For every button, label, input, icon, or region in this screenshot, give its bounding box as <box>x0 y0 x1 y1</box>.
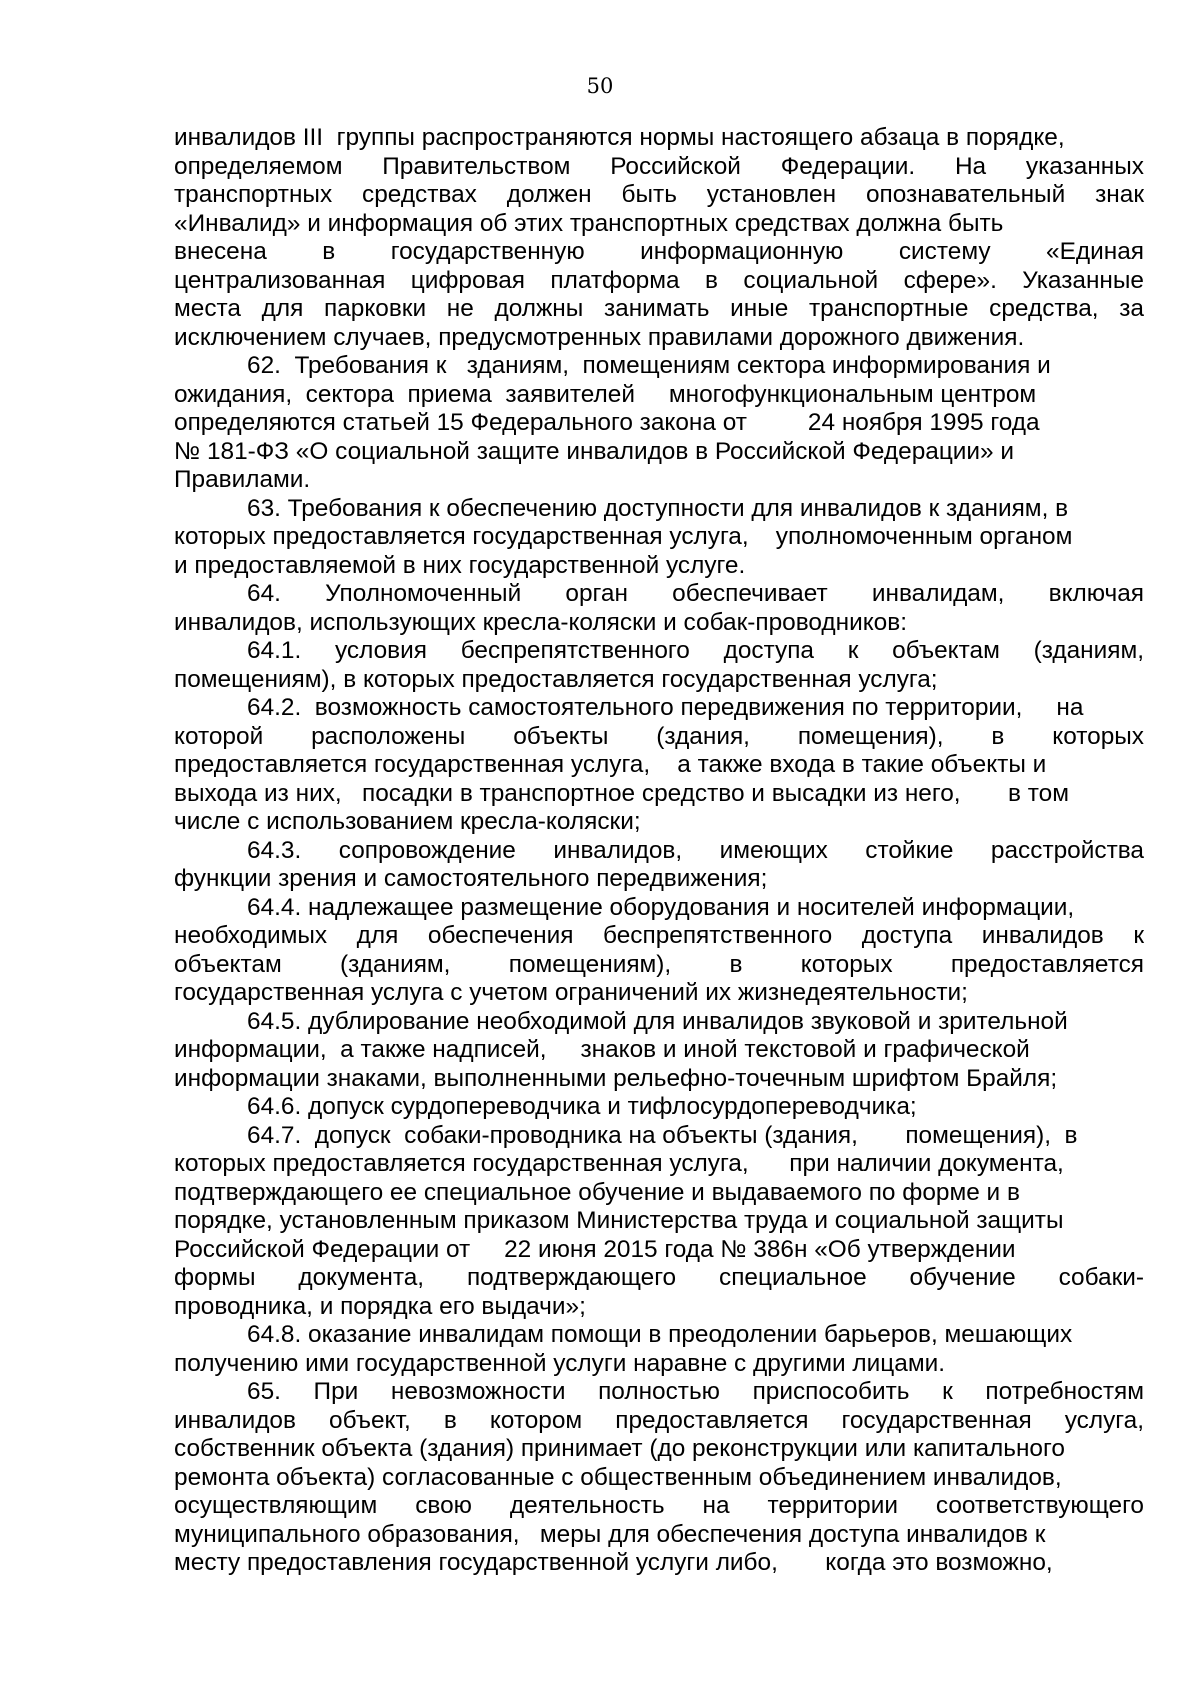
text-line: осуществляющим свою деятельность на территории соответствующего <box>174 1492 1144 1519</box>
text-line: 64.5. дублирование необходимой для инвалидов звуковой и зрительной <box>247 1007 1068 1035</box>
text-line: объектам (зданиям, помещениям), в которых предоставляется <box>174 950 1144 978</box>
text-line: собственник объекта (здания) принимает (до реконструкции или капитального <box>174 1435 1065 1462</box>
text-line: информации знаками, выполненными рельефно-точечным шрифтом Брайля; <box>174 1064 1058 1092</box>
text-line: получению ими государственной услуги наравне с другими лицами. <box>174 1349 945 1377</box>
text-line: централизованная цифровая платформа в социальной сфере». Указанные <box>174 266 1144 294</box>
text-line: необходимых для обеспечения беспрепятственного доступа инвалидов к <box>174 922 1144 949</box>
text-line: «Инвалид» и информация об этих транспортных средствах должна быть <box>174 209 1004 237</box>
text-line: подтверждающего ее специальное обучение и выдаваемого по форме и в <box>174 1178 1020 1206</box>
text-line: порядке, установленным приказом Министерства труда и социальной защиты <box>174 1207 1064 1234</box>
text-line: ожидания, сектора приема заявителей многофункциональным центром <box>174 380 1037 408</box>
text-line: государственная услуга с учетом ограничений их жизнедеятельности; <box>174 979 968 1006</box>
text-line: месту предоставления государственной услуги либо, когда это возможно, <box>174 1549 1053 1576</box>
text-line: выхода из них, посадки в транспортное средство и высадки из него, в том <box>174 779 1069 807</box>
text-line: которых предоставляется государственная услуга, при наличии документа, <box>174 1150 1064 1177</box>
text-line: определяемом Правительством Российской Федерации. На указанных <box>174 152 1144 180</box>
text-line: проводника, и порядка его выдачи»; <box>174 1292 586 1320</box>
body-text <box>174 124 1144 1578</box>
text-line: инвалидов, использующих кресла-коляски и собак-проводников: <box>174 608 907 636</box>
text-line: предоставляется государственная услуга, а также входа в такие объекты и <box>174 751 1047 778</box>
text-line: места для парковки не должны занимать иные транспортные средства, за <box>174 295 1144 322</box>
text-line: № 181-ФЗ «О социальной защите инвалидов в Российской Федерации» и <box>174 437 1015 465</box>
text-line: информации, а также надписей, знаков и иной текстовой и графической <box>174 1036 1030 1063</box>
text-line: и предоставляемой в них государственной услуге. <box>174 551 746 579</box>
text-line: числе с использованием кресла-коляски; <box>174 808 641 835</box>
text-line: инвалидов III группы распространяются нормы настоящего абзаца в порядке, <box>174 124 1065 151</box>
text-line: исключением случаев, предусмотренных правилами дорожного движения. <box>174 323 1025 351</box>
text-line: муниципального образования, меры для обеспечения доступа инвалидов к <box>174 1520 1046 1548</box>
page-number: 50 <box>586 74 614 98</box>
text-line: 64.7. допуск собаки-проводника на объекты (здания, помещения), в <box>247 1121 1078 1149</box>
text-line: 64.2. возможность самостоятельного передвижения по территории, на <box>247 694 1084 721</box>
text-line: транспортных средствах должен быть установлен опознавательный знак <box>174 181 1144 208</box>
text-line: 64. Уполномоченный орган обеспечивает инвалидам, включая <box>247 580 1144 607</box>
text-line: помещениям), в которых предоставляется государственная услуга; <box>174 665 938 693</box>
text-line: 64.3. сопровождение инвалидов, имеющих стойкие расстройства <box>247 836 1144 864</box>
text-line: 64.1. условия беспрепятственного доступа к объектам (зданиям, <box>247 637 1144 664</box>
text-line: 64.6. допуск сурдопереводчика и тифлосурдопереводчика; <box>247 1093 917 1120</box>
text-line: формы документа, подтверждающего специальное обучение собаки- <box>174 1264 1144 1291</box>
text-line: функции зрения и самостоятельного передвижения; <box>174 865 768 892</box>
text-line: которой расположены объекты (здания, помещения), в которых <box>174 722 1144 750</box>
text-line: ремонта объекта) согласованные с общественным объединением инвалидов, <box>174 1463 1062 1491</box>
text-line: 64.8. оказание инвалидам помощи в преодолении барьеров, мешающих <box>247 1321 1073 1348</box>
text-line: 64.4. надлежащее размещение оборудования и носителей информации, <box>247 893 1075 921</box>
text-line: определяются статьей 15 Федерального закона от 24 ноября 1995 года <box>174 409 1040 436</box>
text-line: 62. Требования к зданиям, помещениям сектора информирования и <box>247 352 1051 379</box>
text-line: внесена в государственную информационную систему «Единая <box>174 238 1144 265</box>
text-line: 65. При невозможности полностью приспособить к потребностям <box>247 1378 1144 1405</box>
text-line: которых предоставляется государственная услуга, уполномоченным органом <box>174 523 1073 550</box>
text-line: инвалидов объект, в котором предоставляется государственная услуга, <box>174 1406 1144 1434</box>
text-line: 63. Требования к обеспечению доступности для инвалидов к зданиям, в <box>247 494 1069 522</box>
text-line: Правилами. <box>174 466 311 493</box>
text-line: Российской Федерации от 22 июня 2015 года № 386н «Об утверждении <box>174 1235 1016 1263</box>
